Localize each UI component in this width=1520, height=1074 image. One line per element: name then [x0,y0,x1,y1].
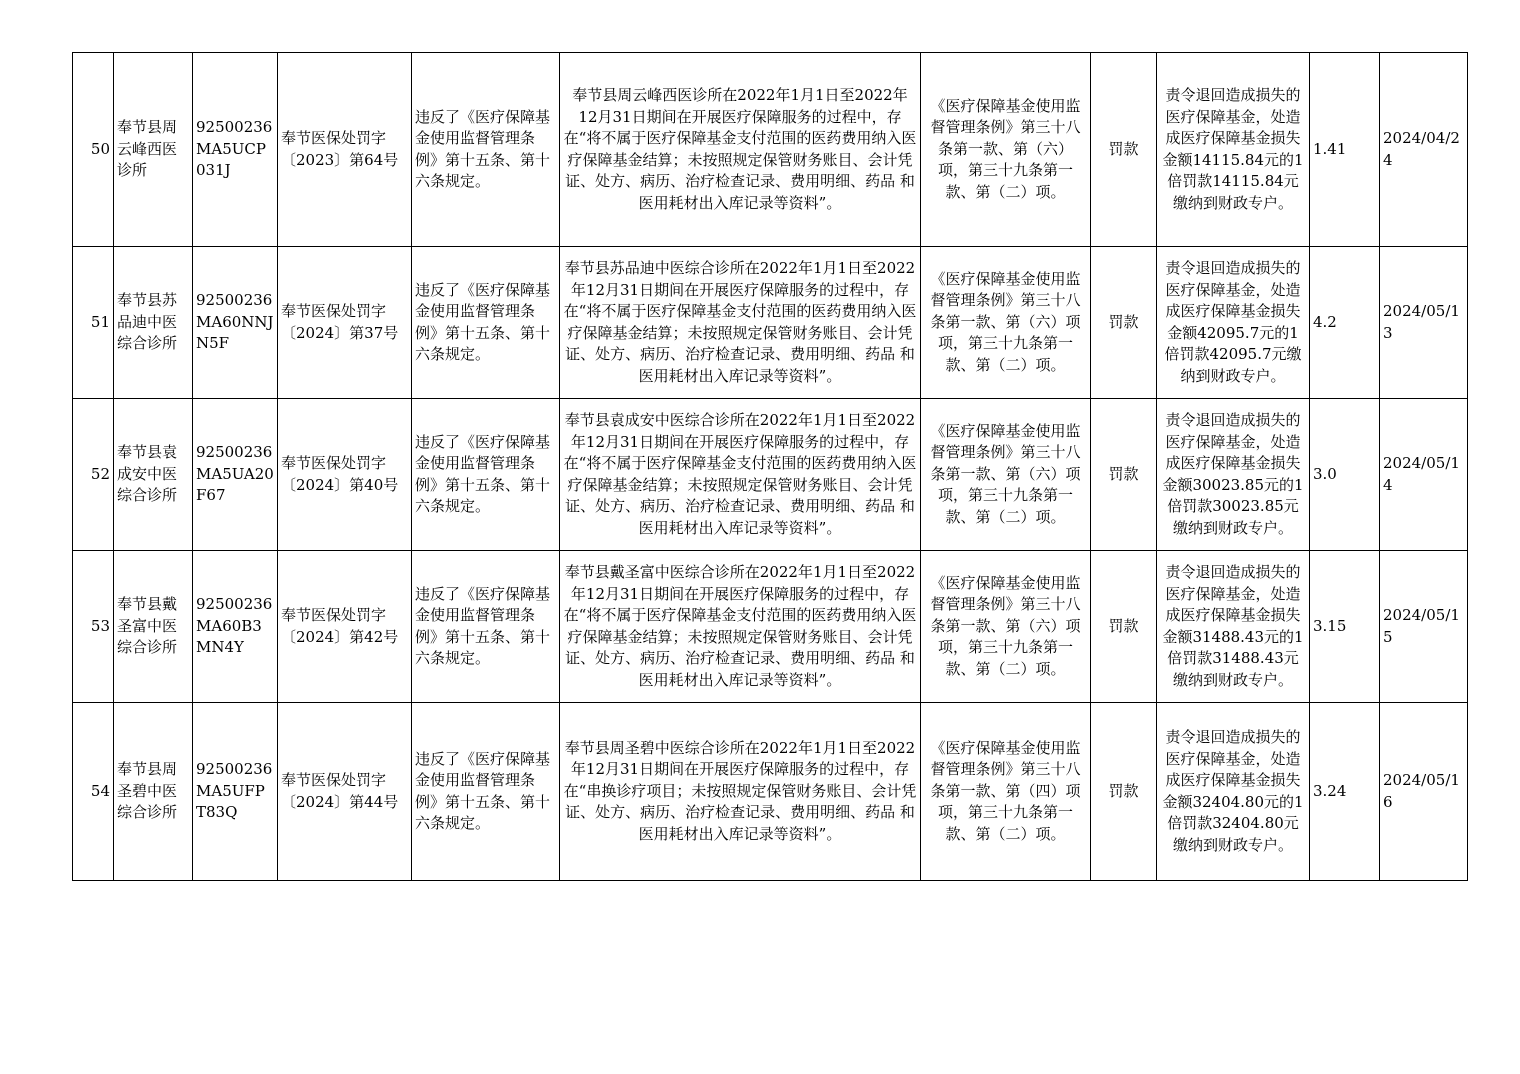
entity-name: 奉节县袁成安中医综合诊所 [114,399,193,551]
penalty-basis: 《医疗保障基金使用监督管理条例》第三十八条第一款、第（六）项项，第三十九条第一款、第（二）项。 [921,247,1091,399]
entity-name: 奉节县苏品迪中医综合诊所 [114,247,193,399]
row-number: 52 [73,399,114,551]
violation-facts [560,399,921,551]
decision-number: 奉节医保处罚字〔2024〕第42号 [278,551,412,703]
violation-facts-text: 奉节县苏品迪中医综合诊所在2022年1月1日至2022年12月31日期间在开展医疗保障服务的过程中，存在“将不属于医疗保障基金支付范围的医药费用纳入医疗保障基金结算；未按照规定保管财务账目、会计凭证、处方、病历、治疗检查记录、费用明细、药品 和医用耗材出入库记录等资料”。 [563,259,917,385]
penalty-amount: 4.2 [1310,247,1380,399]
violation-facts: 奉节县周云峰西医诊所在2022年1月1日至2022年12月31日期间在开展医疗保障服务的过程中，存在“将不属于医疗保障基金支付范围的医药费用纳入医疗保障基金结算；未按照规定保管财务账目、会计凭证、处方、病历、治疗检查记录、费用明细、药品 和医用耗材出入库记录等资料”。 [560,53,921,247]
table-row [73,399,1468,551]
violation-facts [560,551,921,703]
entity-name: 奉节县周云峰西医诊所 [114,53,193,247]
penalty-basis: 《医疗保障基金使用监督管理条例》第三十八条第一款、第（六）项项，第三十九条第一款、第（二）项。 [921,399,1091,551]
penalty-amount: 3.15 [1310,551,1380,703]
penalty-basis: 《医疗保障基金使用监督管理条例》第三十八条第一款、第（六）项，第三十九条第一款、第（二）项。 [921,53,1091,247]
penalty-result-text: 责令退回造成损失的医疗保障基金，处造成医疗保障基金损失金额30023.85元的1倍罚款30023.85元缴纳到财政专户。 [1162,411,1304,537]
penalty-table [72,52,1468,881]
penalty-result [1157,399,1310,551]
credit-code: 92500236MA60B3MN4Y [193,551,278,703]
penalty-amount: 3.0 [1310,399,1380,551]
penalty-basis: 《医疗保障基金使用监督管理条例》第三十八条第一款、第（四）项项，第三十九条第一款、第（二）项。 [921,703,1091,881]
violation-type: 违反了《医疗保障基金使用监督管理条例》第十五条、第十六条规定。 [412,703,560,881]
violation-type: 违反了《医疗保障基金使用监督管理条例》第十五条、第十六条规定。 [412,551,560,703]
row-number: 50 [73,53,114,247]
penalty-type: 罚款 [1091,551,1157,703]
violation-type: 违反了《医疗保障基金使用监督管理条例》第十五条、第十六条规定。 [412,399,560,551]
penalty-basis: 《医疗保障基金使用监督管理条例》第三十八条第一款、第（六）项项，第三十九条第一款、第（二）项。 [921,551,1091,703]
credit-code: 92500236MA5UCP031J [193,53,278,247]
violation-type: 违反了《医疗保障基金使用监督管理条例》第十五条、第十六条规定。 [412,53,560,247]
decision-number: 奉节医保处罚字〔2024〕第44号 [278,703,412,881]
violation-facts [560,247,921,399]
penalty-result-text: 责令退回造成损失的医疗保障基金，处造成医疗保障基金损失金额31488.43元的1倍罚款31488.43元缴纳到财政专户。 [1162,563,1304,689]
penalty-amount: 1.41 [1310,53,1380,247]
decision-number: 奉节医保处罚字〔2024〕第40号 [278,399,412,551]
credit-code: 92500236MA60NNJN5F [193,247,278,399]
entity-name: 奉节县戴圣富中医综合诊所 [114,551,193,703]
violation-facts-text: 奉节县戴圣富中医综合诊所在2022年1月1日至2022年12月31日期间在开展医疗保障服务的过程中，存在“将不属于医疗保障基金支付范围的医药费用纳入医疗保障基金结算；未按照规定保管财务账目、会计凭证、处方、病历、治疗检查记录、费用明细、药品 和医用耗材出入库记录等资料”。 [563,563,917,689]
decision-number: 奉节医保处罚字〔2024〕第37号 [278,247,412,399]
violation-facts: 奉节县周圣碧中医综合诊所在2022年1月1日至2022年12月31日期间在开展医疗保障服务的过程中，存在“串换诊疗项目；未按照规定保管财务账目、会计凭证、处方、病历、治疗检查记录、费用明细、药品 和医用耗材出入库记录等资料”。 [560,703,921,881]
entity-name: 奉节县周圣碧中医综合诊所 [114,703,193,881]
row-number: 54 [73,703,114,881]
violation-type: 违反了《医疗保障基金使用监督管理条例》第十五条、第十六条规定。 [412,247,560,399]
decision-date: 2024/05/15 [1380,551,1468,703]
decision-date: 2024/05/13 [1380,247,1468,399]
penalty-result: 责令退回造成损失的医疗保障基金，处造成医疗保障基金损失金额32404.80元的1倍罚款32404.80元缴纳到财政专户。 [1157,703,1310,881]
table-row [73,551,1468,703]
penalty-type: 罚款 [1091,53,1157,247]
credit-code: 92500236MA5UA20F67 [193,399,278,551]
violation-facts-text: 奉节县袁成安中医综合诊所在2022年1月1日至2022年12月31日期间在开展医疗保障服务的过程中，存在“将不属于医疗保障基金支付范围的医药费用纳入医疗保障基金结算；未按照规定保管财务账目、会计凭证、处方、病历、治疗检查记录、费用明细、药品 和医用耗材出入库记录等资料”。 [563,411,917,537]
decision-date: 2024/04/24 [1380,53,1468,247]
penalty-type: 罚款 [1091,399,1157,551]
penalty-result: 责令退回造成损失的医疗保障基金，处造成医疗保障基金损失金额14115.84元的1倍罚款14115.84元缴纳到财政专户。 [1157,53,1310,247]
table-row [73,53,1468,247]
decision-number: 奉节医保处罚字〔2023〕第64号 [278,53,412,247]
table-row [73,703,1468,881]
penalty-result [1157,247,1310,399]
row-number: 53 [73,551,114,703]
penalty-type: 罚款 [1091,247,1157,399]
table-row [73,247,1468,399]
penalty-result-text: 责令退回造成损失的医疗保障基金，处造成医疗保障基金损失金额42095.7元的1倍罚款42095.7元缴纳到财政专户。 [1164,259,1302,385]
credit-code: 92500236MA5UFPT83Q [193,703,278,881]
penalty-amount: 3.24 [1310,703,1380,881]
row-number: 51 [73,247,114,399]
penalty-type: 罚款 [1091,703,1157,881]
decision-date: 2024/05/14 [1380,399,1468,551]
penalty-result [1157,551,1310,703]
decision-date: 2024/05/16 [1380,703,1468,881]
